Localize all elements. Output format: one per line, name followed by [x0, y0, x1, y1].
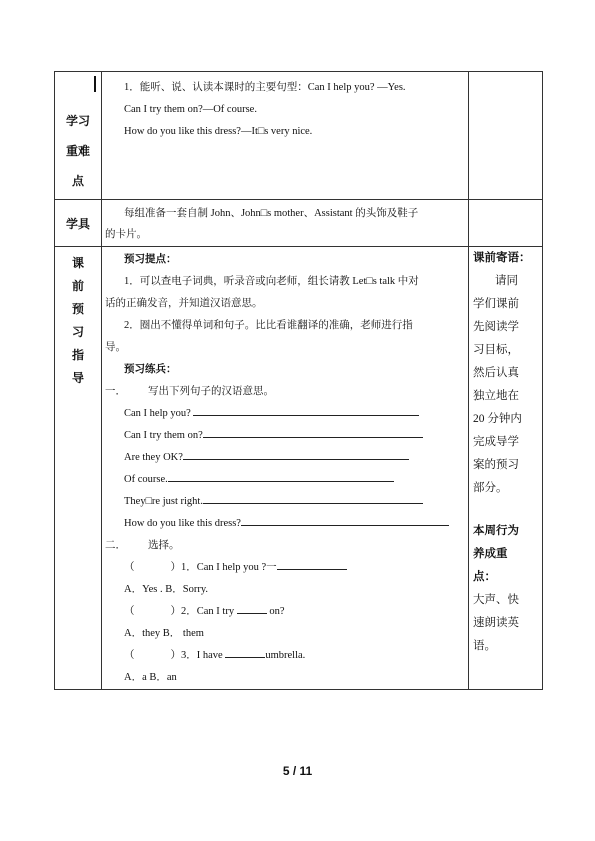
answer-blank[interactable] — [237, 601, 267, 614]
guide-label: 课 前 预 习 指 导 — [55, 247, 102, 690]
options-row: A．Yes . B．Sorry. — [124, 584, 209, 595]
options-row: A．they B． them — [124, 628, 204, 639]
right-text-line: 速朗读英 — [473, 617, 519, 629]
tools-right-cell — [469, 200, 543, 247]
guide-row — [55, 247, 543, 690]
tip-line: 2．圈出不懂得单词和句子。比比看谁翻译的准确，老师进行指 — [124, 320, 413, 331]
guide-right-cell — [469, 247, 543, 690]
right-text-line: 独立地在 — [473, 390, 519, 402]
question-row: （ ）2．Can I try on? — [102, 601, 468, 623]
right-text-line: 语。 — [473, 640, 496, 652]
right-title: 课前寄语： — [473, 252, 531, 264]
answer-blank[interactable] — [225, 645, 265, 658]
right-text-line: 请同 — [495, 275, 518, 287]
practice-title: 预习练兵： — [124, 364, 177, 375]
right-text-line: 部分。 — [473, 482, 508, 494]
tip-line: 话的正确发音，并知道汉语意思。 — [105, 298, 263, 309]
right-title: 养成重 — [473, 548, 508, 560]
tip-line: 导。 — [105, 342, 126, 353]
right-title: 本周行为 — [473, 525, 519, 537]
right-text-line: 20 分钟内 — [473, 413, 522, 425]
sentence-row: Of course. — [102, 469, 468, 491]
goals-right-cell — [469, 72, 543, 200]
goal-line: How do you like this dress?—It□s very nice. — [124, 126, 313, 137]
answer-blank[interactable] — [168, 469, 394, 482]
right-text-line: 然后认真 — [473, 367, 519, 379]
question-row: （ ）1．Can I help you ?一 — [102, 557, 468, 579]
answer-blank[interactable] — [193, 403, 419, 416]
tools-content: 每组准备一套自制 John、John□s mother、Assistant 的头饰及鞋子 的卡片。 — [102, 200, 469, 247]
sentence-row: Are they OK? — [102, 447, 468, 469]
answer-blank[interactable] — [203, 491, 423, 504]
guide-content — [102, 247, 469, 690]
lesson-table — [54, 71, 543, 690]
page-number: 5 / 11 — [282, 764, 313, 778]
options-row: A．a B．an — [124, 672, 177, 683]
sentence-row: They□re just right. — [102, 491, 468, 513]
tip-line: 1．可以查电子词典，听录音或向老师，组长请教 Let□s talk 中对 — [124, 276, 419, 287]
tips-title: 预习提点： — [124, 254, 177, 265]
goals-label: 学习 重难 点 — [55, 72, 102, 200]
right-text-line: 学们课前 — [473, 298, 519, 310]
answer-blank[interactable] — [203, 425, 423, 438]
right-text-line: 大声、快 — [473, 594, 519, 606]
tools-label: 学具 — [55, 200, 102, 247]
right-text-line: 完成导学 — [473, 436, 519, 448]
sentence-row: Can I try them on? — [102, 425, 468, 447]
question-row: （ ）3．I have umbrella. — [102, 645, 468, 667]
answer-blank[interactable] — [277, 557, 347, 570]
answer-blank[interactable] — [183, 447, 409, 460]
right-text-line: 先阅读学 — [473, 321, 519, 333]
goals-content — [102, 72, 469, 200]
goal-line: Can I try them on?—Of course. — [124, 104, 257, 115]
tools-row — [55, 200, 543, 247]
right-text-line: 习目标， — [473, 344, 519, 356]
right-title: 点： — [473, 571, 496, 583]
answer-blank[interactable] — [241, 513, 449, 526]
sentence-row: Can I help you? — [102, 403, 468, 425]
sentence-row: How do you like this dress? — [102, 513, 468, 535]
section1-heading: 一． 写出下列句子的汉语意思。 — [105, 386, 274, 397]
goals-row — [55, 72, 543, 200]
section2-heading: 二． 选择。 — [105, 540, 180, 551]
right-text-line: 案的预习 — [473, 459, 519, 471]
goal-line: 1．能听、说、认读本课时的主要句型：Can I help you? —Yes. — [124, 82, 406, 93]
